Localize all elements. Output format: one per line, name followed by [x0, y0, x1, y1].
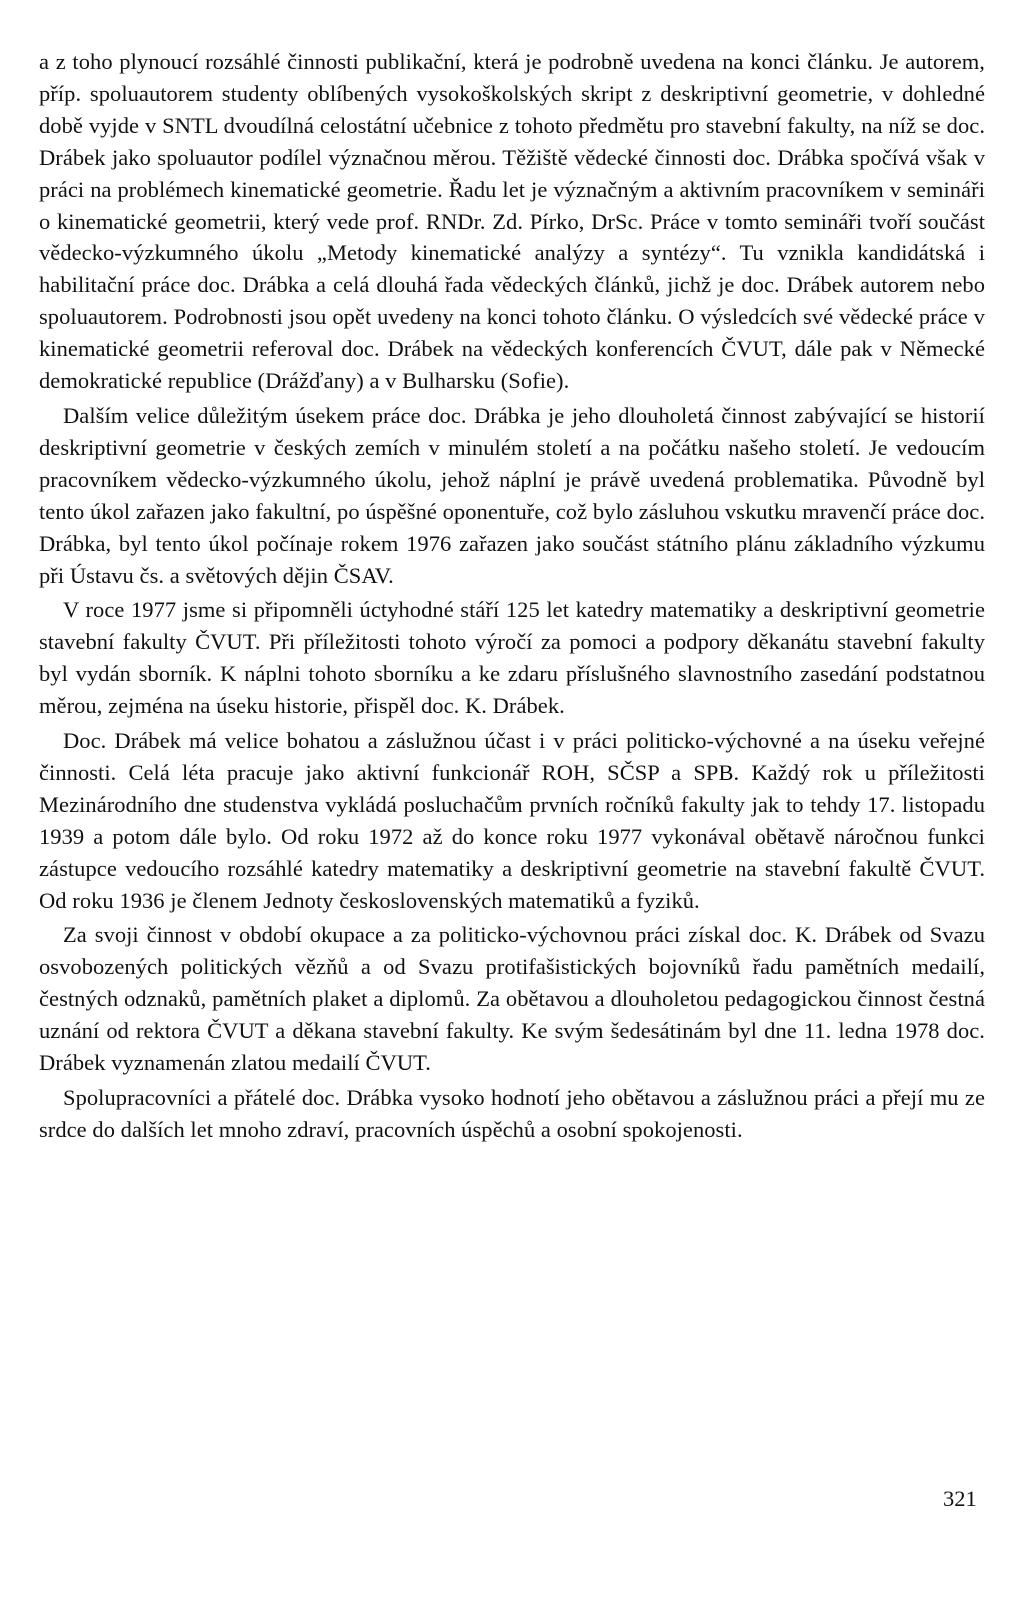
document-page	[39, 46, 985, 1149]
paragraph-publications: a z toho plynoucí rozsáhlé činnosti publikační, která je podrobně uvedena na konci článku. Je autorem, příp. spoluautorem studenty oblíbených vysokoškolských skript z deskriptivní geometrie, v dohledné době vyjde v SNTL dvoudílná celostátní učebnice z tohoto předmětu pro stavební fakulty, na níž se doc. Drábek jako spoluautor podílel význačnou měrou. Těžiště vědecké činnosti doc. Drábka spočívá však v práci na problémech kinematické geometrie. Řadu let je význačným a aktivním pracovníkem v semináři o kinematické geometrii, který vede prof. RNDr. Zd. Pírko, DrSc. Práce v tomto semináři tvoří součást vědecko-výzkumného úkolu „Metody kinematické analýzy a syntézy“. Tu vznikla kandidátská i habilitační práce doc. Drábka a celá dlouhá řada vědeckých článků, jichž je doc. Drábek autorem nebo spoluautorem. Podrobnosti jsou opět uvedeny na konci tohoto článku. O výsledcích své vědecké práce v kinematické geometrii referoval doc. Drábek na vědeckých konferencích ČVUT, dále pak v Německé demokratické republice (Drážďany) a v Bulharsku (Sofie).	[39, 49, 985, 394]
paragraph-public-activity: Doc. Drábek má velice bohatou a záslužnou účast i v práci politicko-výchovné a na úseku veřejné činnosti. Celá léta pracuje jako aktivní funkcionář ROH, SČSP a SPB. Každý rok u příležitosti Mezinárodního dne studenstva vykládá posluchačům prvních ročníků fakulty jak to tehdy 17. listopadu 1939 a potom dále bylo. Od roku 1972 až do konce roku 1977 vykonával obětavě náročnou funkci zástupce vedoucího rozsáhlé katedry matematiky a deskriptivní geometrie na stavební fakultě ČVUT. Od roku 1936 je členem Jednoty československých matematiků a fyziků.	[39, 728, 985, 913]
paragraph-awards: Za svoji činnost v období okupace a za politicko-výchovnou práci získal doc. K. Drábek od Svazu osvobozených politických vězňů a od Svazu protifašistických bojovníků řadu pamětních medailí, čestných odznaků, pamětních plaket a diplomů. Za obětavou a dlouholetou pedagogickou činnost čestná uznání od rektora ČVUT a děkana stavební fakulty. Ke svým šedesátinám byl dne 11. ledna 1978 doc. Drábek vyznamenán zlatou medailí ČVUT.	[39, 922, 985, 1076]
paragraph-anniversary: V roce 1977 jsme si připomněli úctyhodné stáří 125 let katedry matematiky a deskriptivní geometrie stavební fakulty ČVUT. Při příležitosti tohoto výročí za pomoci a podpory děkanátu stavební fakulty byl vydán sborník. K náplni tohoto sborníku a ke zdaru příslušného slavnostního zasedání podstatnou měrou, zejména na úseku historie, přispěl doc. K. Drábek.	[39, 597, 985, 719]
paragraph-closing-wishes: Spolupracovníci a přátelé doc. Drábka vysoko hodnotí jeho obětavou a záslužnou práci a přejí mu ze srdce do dalších let mnoho zdraví, pracovních úspěchů a osobní spokojenosti.	[39, 1085, 985, 1142]
page-number: 321	[943, 1486, 977, 1511]
paragraph-history-research: Dalším velice důležitým úsekem práce doc. Drábka je jeho dlouholetá činnost zabývající se historií deskriptivní geometrie v českých zemích v minulém století a na počátku našeho století. Je vedoucím pracovníkem vědecko-výzkumného úkolu, jehož náplní je právě uvedená problematika. Původně byl tento úkol zařazen jako fakultní, po úspěšné oponentuře, což bylo zásluhou vskutku mravenčí práce doc. Drábka, byl tento úkol počínaje rokem 1976 zařazen jako součást státního plánu základního výzkumu při Ústavu čs. a světových dějin ČSAV.	[39, 402, 985, 588]
